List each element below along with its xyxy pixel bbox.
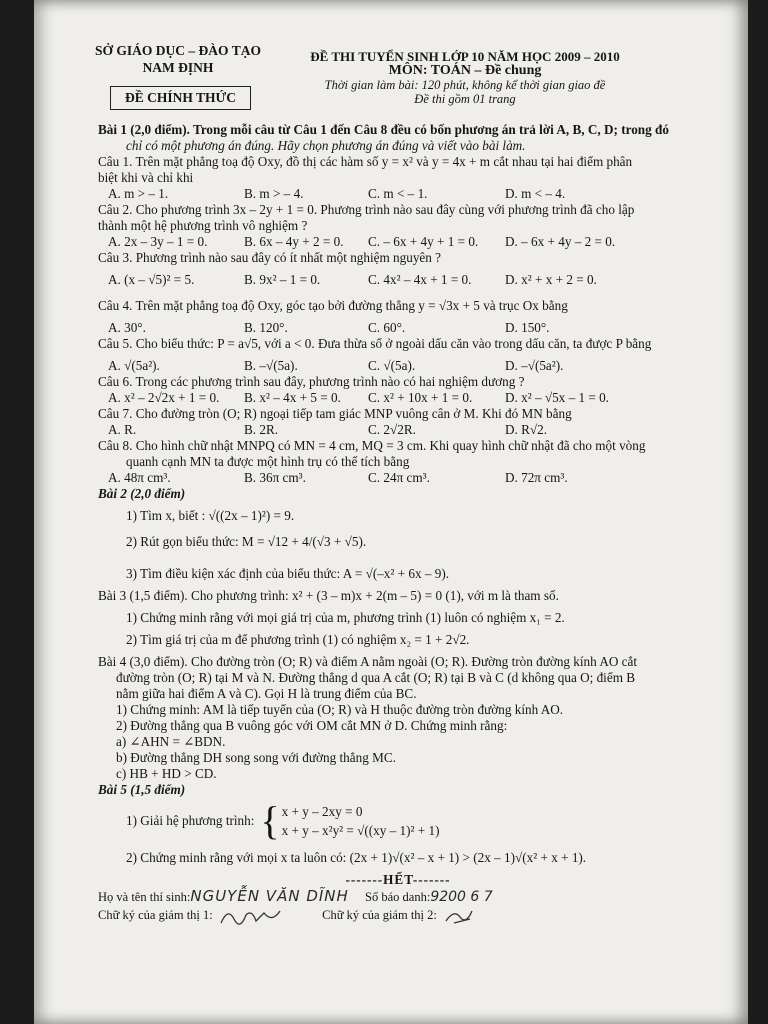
bai3-part-1: 1) Chứng minh rằng với mọi giá trị của m, phương trình (1) luôn có nghiệm x₁ = 2. [126,610,565,625]
option-b: B. 2R. [244,422,279,437]
cau3-options [98,272,698,288]
bai5-part-1-label: 1) Giải hệ phương trình: [126,813,255,828]
exam-title: ĐỀ THI TUYỂN SINH LỚP 10 NĂM HỌC 2009 – 2010 [310,49,620,64]
bai4-line-5: 2) Đường thẳng qua B vuông góc với OM cắt MN ở D. Chứng minh rằng: [116,718,508,733]
option-a: A. x² – 2√2x + 1 = 0. [108,390,220,405]
option-b: B. x² – 4x + 5 = 0. [244,390,341,405]
cau8-text-2: quanh cạnh MN ta được một hình trụ có thể tích bằng [126,454,410,469]
end-marker: -------HẾT------- [345,872,451,887]
signature-2-icon [440,905,480,927]
candidate-name: NGUYỄN VĂN DĨNH [190,887,349,905]
bai2-heading: Bài 2 (2,0 điểm) [98,486,186,501]
sig1-label: Chữ ký của giám thị 1: [98,907,213,922]
exam-title-block [300,50,630,106]
cau2-text-2: thành một hệ phương trình vô nghiệm ? [98,218,308,233]
option-b: B. 9x² – 1 = 0. [244,272,321,287]
issuer-line-1: SỞ GIÁO DỤC – ĐÀO TẠO [95,43,261,58]
cau7-options [98,422,698,438]
candidate-info [98,888,698,905]
cau6-options [98,390,698,406]
option-d: D. 72π cm³. [505,470,568,485]
bai1-heading-2: chỉ có một phương án đúng. Hãy chọn phương án đúng và viết vào bài làm. [126,138,526,153]
name-label: Họ và tên thí sinh: [98,890,191,904]
bai5-heading: Bài 5 (1,5 điểm) [98,782,186,797]
exam-pages: Đề thi gồm 01 trang [414,92,516,106]
equation-1: x + y – 2xy = 0 [281,804,363,819]
cau1-text: Câu 1. Trên mặt phẳng toạ độ Oxy, đồ thị các hàm số y = x² và y = 4x + m cắt nhau tại hai điểm phân [98,154,633,169]
bai2-part-1: 1) Tìm x, biết : √((2x – 1)²) = 9. [126,508,295,523]
option-d: D. x² + x + 2 = 0. [505,272,597,287]
option-a: A. R. [108,422,137,437]
bai2-part-3: 3) Tìm điều kiện xác định của biểu thức: A = √(–x² + 6x – 9). [126,566,450,581]
issuer-line-2: NAM ĐỊNH [142,60,214,75]
option-c: C. 60°. [368,320,406,335]
cau3-text: Câu 3. Phương trình nào sau đây có ít nhất một nghiệm nguyên ? [98,250,442,265]
bai4-line-6: a) ∠AHN = ∠BDN. [116,734,226,749]
issuer-block [78,42,278,76]
bai1-heading: Bài 1 (2,0 điểm). Trong mỗi câu từ Câu 1 đến Câu 8 đều có bốn phương án trả lời A, B, C, D; trong đó [98,122,669,137]
bai4-line-3: nằm giữa hai điểm A và C). Gọi H là trung điểm của BC. [116,686,417,701]
option-a: A. (x – √5)² = 5. [108,272,195,287]
bai5-part-1 [98,798,698,844]
exam-time: Thời gian làm bài: 120 phút, không kể thời gian giao đề [324,78,606,92]
option-a: A. √(5a²). [108,358,160,373]
candidate-number: 9200 6 7 [430,889,493,905]
exam-subject: MÔN: TOÁN – Đề chung [388,63,542,78]
option-a: A. 2x – 3y – 1 = 0. [108,234,208,249]
option-b: B. 120°. [244,320,288,335]
cau1-options [98,186,698,202]
cau5-text: Câu 5. Cho biểu thức: P = a√5, với a < 0. Đưa thừa số ở ngoài dấu căn vào trong dấu căn, ta được P bằng [98,336,652,351]
option-b: B. m > – 4. [244,186,304,201]
option-a: A. 48π cm³. [108,470,171,485]
signature-1-icon [216,905,286,927]
option-c: C. 24π cm³. [368,470,430,485]
cau7-text: Câu 7. Cho đường tròn (O; R) ngoại tiếp tam giác MNP vuông cân ở M. Khi đó MN bằng [98,406,572,421]
option-c: C. m < – 1. [368,186,428,201]
cau8-options [98,470,698,486]
exam-paper [34,0,748,1024]
bai5-part-2: 2) Chứng minh rằng với mọi x ta luôn có: (2x + 1)√(x² – x + 1) > (2x – 1)√(x² + x + 1). [126,850,587,865]
option-c: C. √(5a). [368,358,416,373]
option-c: C. – 6x + 4y + 1 = 0. [368,234,479,249]
cau4-options [98,320,698,336]
cau2-options [98,234,698,250]
bai4-line-8: c) HB + HD > CD. [116,766,217,781]
option-d: D. x² – √5x – 1 = 0. [505,390,609,405]
option-d: D. – 6x + 4y – 2 = 0. [505,234,616,249]
option-d: D. m < – 4. [505,186,566,201]
bai4-line-7: b) Đường thẳng DH song song với đường thẳng MC. [116,750,396,765]
official-badge: ĐỀ CHÍNH THỨC [110,86,251,110]
equation-system [260,798,440,843]
cau2-text: Câu 2. Cho phương trình 3x – 2y + 1 = 0. Phương trình nào sau đây cùng với phương trình đã cho lập [98,202,635,217]
option-c: C. 2√2R. [368,422,416,437]
option-b: B. 36π cm³. [244,470,306,485]
option-b: B. –√(5a). [244,358,298,373]
bai3-heading: Bài 3 (1,5 điểm). Cho phương trình: x² + (3 – m)x + 2(m – 5) = 0 (1), với m là tham số. [98,588,559,603]
option-d: D. 150°. [505,320,550,335]
bai2-part-2: 2) Rút gọn biểu thức: M = √12 + 4/(√3 + √5). [126,534,367,549]
option-a: A. 30°. [108,320,146,335]
bai4-heading: Bài 4 (3,0 điểm). Cho đường tròn (O; R) và điểm A nằm ngoài (O; R). Đường tròn đường kính AO cắt [98,654,638,669]
option-c: C. x² + 10x + 1 = 0. [368,390,473,405]
cau8-text: Câu 8. Cho hình chữ nhật MNPQ có MN = 4 cm, MQ = 3 cm. Khi quay hình chữ nhật đã cho một vòng [98,438,646,453]
exam-content [98,122,698,927]
cau6-text: Câu 6. Trong các phương trình sau đây, phương trình nào có hai nghiệm dương ? [98,374,525,389]
cau1-text-2: biệt khi và chỉ khi [98,170,194,185]
brace-icon: { [260,798,280,843]
sbd-label: Số báo danh: [365,890,431,904]
option-d: D. –√(5a²). [505,358,564,373]
bai3-part-2: 2) Tìm giá trị của m để phương trình (1) có nghiệm x₂ = 1 + 2√2. [126,632,470,647]
option-a: A. m > – 1. [108,186,169,201]
option-c: C. 4x² – 4x + 1 = 0. [368,272,472,287]
option-d: D. R√2. [505,422,548,437]
bai4-line-2: đường tròn (O; R) tại M và N. Đường thẳng d qua A cắt (O; R) tại B và C (d không qua O; điểm B [116,670,636,685]
bai4-line-4: 1) Chứng minh: AM là tiếp tuyến của (O; R) và H thuộc đường tròn đường kính AO. [116,702,564,717]
sig2-label: Chữ ký của giám thị 2: [322,907,437,922]
signature-line [98,905,698,927]
equation-2: x + y – x²y² = √((xy – 1)² + 1) [281,823,440,838]
option-b: B. 6x – 4y + 2 = 0. [244,234,344,249]
cau4-text: Câu 4. Trên mặt phẳng toạ độ Oxy, góc tạo bởi đường thẳng y = √3x + 5 và trục Ox bằng [98,298,568,313]
cau5-options [98,358,698,374]
